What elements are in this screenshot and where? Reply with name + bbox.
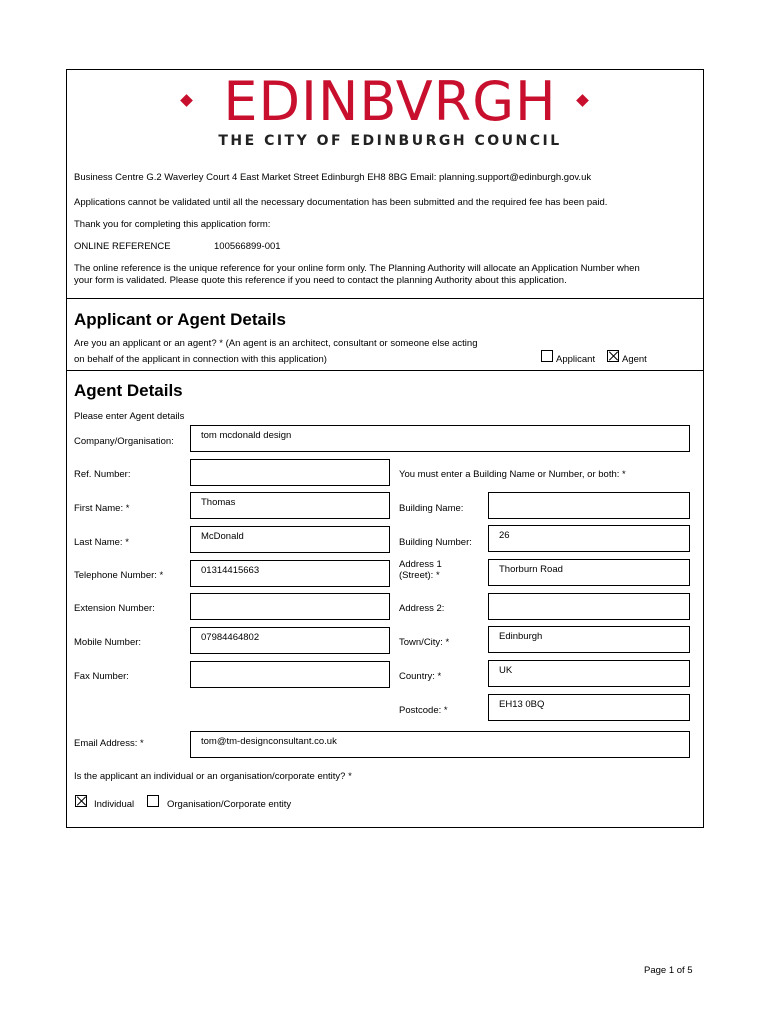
section-divider xyxy=(66,370,704,371)
telephone-field[interactable]: 01314415663 xyxy=(190,560,390,587)
telephone-label: Telephone Number: * xyxy=(74,570,164,581)
email-field[interactable]: tom@tm-designconsultant.co.uk xyxy=(190,731,690,758)
individual-checkbox[interactable] xyxy=(75,795,87,807)
agent-option-label: Agent xyxy=(622,354,647,365)
postcode-label: Postcode: * xyxy=(399,705,448,716)
building-name-label: Building Name: xyxy=(399,503,464,514)
mobile-field[interactable]: 07984464802 xyxy=(190,627,390,654)
extension-field[interactable] xyxy=(190,593,390,620)
agent-checkbox[interactable] xyxy=(607,350,619,362)
organisation-option-label: Organisation/Corporate entity xyxy=(167,799,292,810)
postcode-field[interactable]: EH13 0BQ xyxy=(488,694,690,721)
applicant-question-line2: on behalf of the applicant in connection with this application) xyxy=(74,354,327,365)
extension-label: Extension Number: xyxy=(74,603,155,614)
email-label: Email Address: * xyxy=(74,738,144,749)
mobile-label: Mobile Number: xyxy=(74,637,142,648)
fax-label: Fax Number: xyxy=(74,671,129,682)
validation-note: Applications cannot be validated until all the necessary documentation has been submitted and the required fee has been paid. xyxy=(74,197,608,208)
section-divider xyxy=(66,298,704,299)
address2-field[interactable] xyxy=(488,593,690,620)
first-name-label: First Name: * xyxy=(74,503,130,514)
country-label: Country: * xyxy=(399,671,442,682)
thanks-text: Thank you for completing this application form: xyxy=(74,219,271,230)
address1-label-line1: Address 1 xyxy=(399,559,442,570)
online-reference-value: 100566899-001 xyxy=(214,241,281,252)
company-label: Company/Organisation: xyxy=(74,436,174,447)
building-number-label: Building Number: xyxy=(399,537,472,548)
building-number-field[interactable]: 26 xyxy=(488,525,690,552)
building-name-field[interactable] xyxy=(488,492,690,519)
agent-section-title: Agent Details xyxy=(74,381,183,400)
contact-address: Business Centre G.2 Waverley Court 4 East Market Street Edinburgh EH8 8BG Email: planning.support@edinburgh.gov.uk xyxy=(74,172,592,183)
town-label: Town/City: * xyxy=(399,637,450,648)
town-field[interactable]: Edinburgh xyxy=(488,626,690,653)
applicant-question-line1: Are you an applicant or an agent? * (An agent is an architect, consultant or someone else acting xyxy=(74,338,478,349)
organisation-checkbox[interactable] xyxy=(147,795,159,807)
applicant-option-label: Applicant xyxy=(556,354,596,365)
individual-option-label: Individual xyxy=(94,799,135,810)
last-name-field[interactable]: McDonald xyxy=(190,526,390,553)
logo-subtitle: THE CITY OF EDINBURGH COUNCIL xyxy=(218,133,562,149)
address2-label: Address 2: xyxy=(399,603,445,614)
page-number: Page 1 of 5 xyxy=(644,965,693,976)
online-reference-label: ONLINE REFERENCE xyxy=(74,241,171,252)
address1-field[interactable]: Thorburn Road xyxy=(488,559,690,586)
applicant-checkbox[interactable] xyxy=(541,350,553,362)
first-name-field[interactable]: Thomas xyxy=(190,492,390,519)
reference-note-line2: your form is validated. Please quote this reference if you need to contact the planning Authority about this application. xyxy=(74,275,567,286)
building-note: You must enter a Building Name or Number, or both: * xyxy=(399,469,626,480)
entity-question: Is the applicant an individual or an organisation/corporate entity? * xyxy=(74,771,352,782)
country-field[interactable]: UK xyxy=(488,660,690,687)
ref-number-label: Ref. Number: xyxy=(74,469,131,480)
fax-field[interactable] xyxy=(190,661,390,688)
logo-wordmark: EDINBVRGH xyxy=(223,70,557,133)
applicant-section-title: Applicant or Agent Details xyxy=(74,310,286,329)
ref-number-field[interactable] xyxy=(190,459,390,486)
address1-label-line2: (Street): * xyxy=(399,570,440,581)
last-name-label: Last Name: * xyxy=(74,537,129,548)
agent-intro: Please enter Agent details xyxy=(74,411,185,422)
reference-note-line1: The online reference is the unique reference for your online form only. The Planning Authority will allocate an Application Number when xyxy=(74,263,640,274)
company-field[interactable]: tom mcdonald design xyxy=(190,425,690,452)
